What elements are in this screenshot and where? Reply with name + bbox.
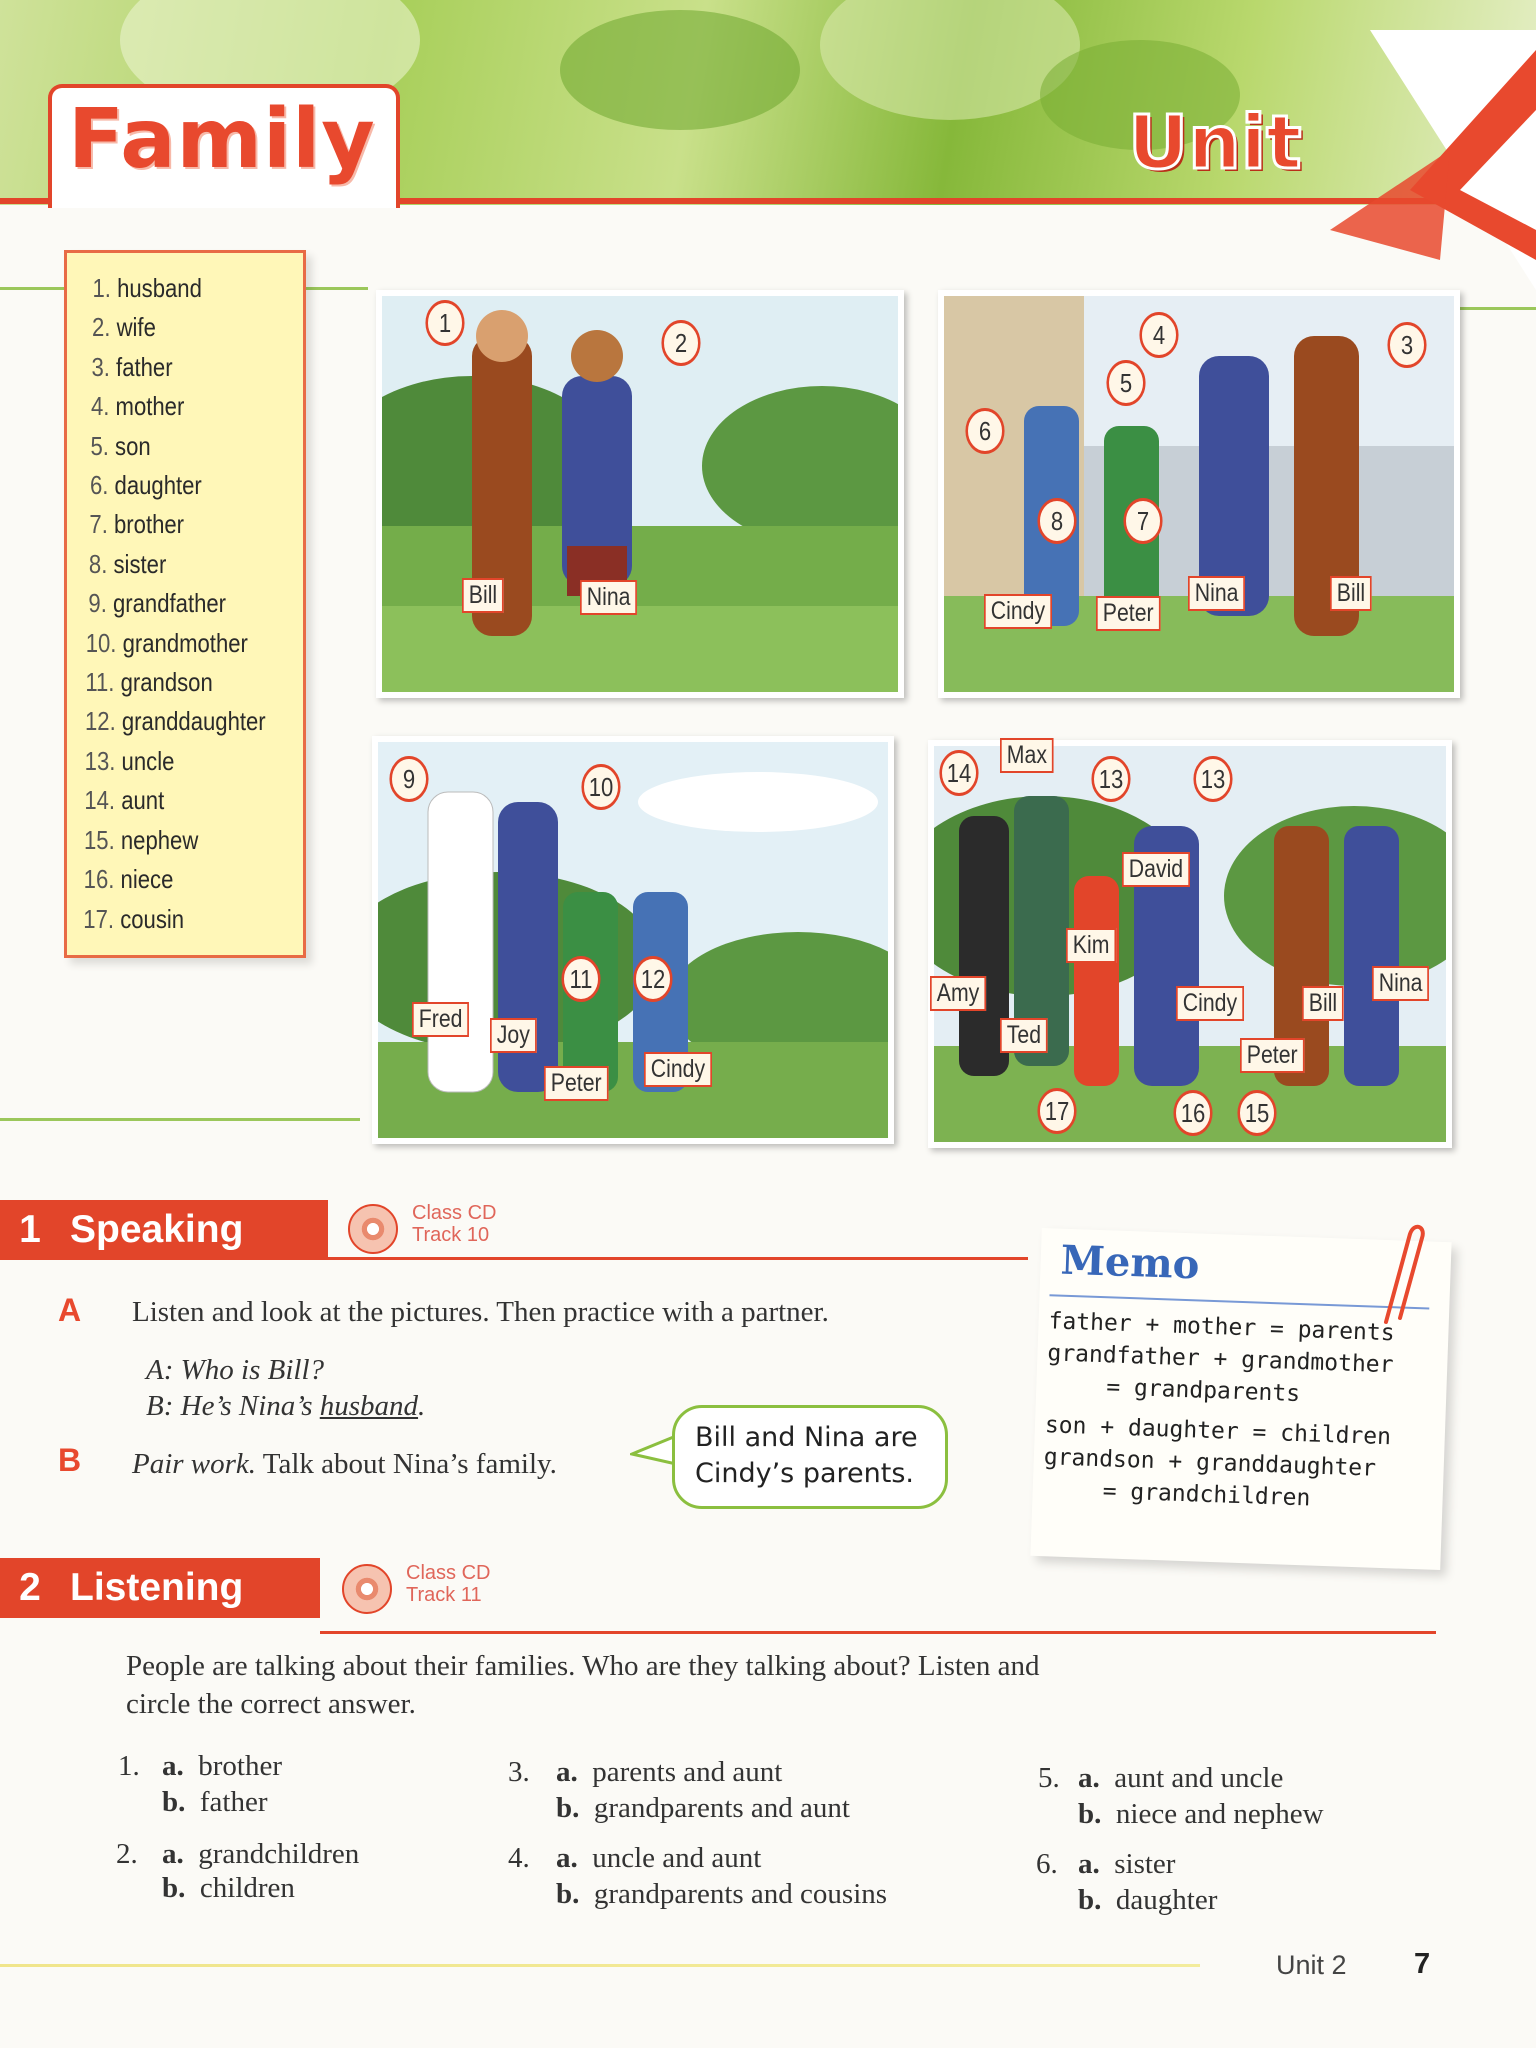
vocabulary-word: husband: [117, 273, 202, 303]
vocabulary-word: sister: [113, 548, 167, 579]
exercise-letter-b: B: [58, 1442, 82, 1478]
question-item: [118, 1750, 140, 1783]
picture-grandparents: [372, 736, 894, 1144]
vocabulary-item: [67, 427, 268, 466]
question-number: 3.: [508, 1756, 530, 1788]
cd-icon[interactable]: [348, 1204, 398, 1254]
memo-line: son + daughter = children: [1044, 1412, 1392, 1451]
question-number: 4.: [508, 1842, 530, 1874]
name-label: Peter: [1240, 1038, 1304, 1073]
name-label: Bill: [1330, 576, 1372, 611]
answer-option[interactable]: [1078, 1798, 1324, 1831]
question-item: [508, 1842, 530, 1875]
callout-number: 14: [939, 750, 978, 796]
exercise-a-instructions: Listen and look at the pictures. Then practice with a partner.: [132, 1296, 829, 1328]
footer-unit: Unit 2: [1276, 1950, 1347, 1980]
rule-line: [0, 1118, 360, 1121]
vocabulary-number: 13.: [84, 745, 116, 776]
question-number: 1.: [118, 1750, 140, 1782]
vocabulary-number: 16.: [83, 864, 115, 895]
option-letter: a.: [1078, 1848, 1100, 1880]
callout-number: 10: [581, 764, 620, 810]
name-label: Cindy: [1176, 986, 1244, 1021]
callout-number: 16: [1173, 1090, 1212, 1136]
callout-number: 17: [1037, 1088, 1076, 1134]
option-letter: a.: [556, 1756, 578, 1788]
section-number: 2: [19, 1566, 41, 1609]
question-item: [116, 1838, 138, 1871]
vocabulary-list: [67, 253, 303, 939]
answer-option[interactable]: [556, 1878, 887, 1911]
vocabulary-word: son: [115, 430, 151, 461]
cd-name: Class CD: [412, 1202, 497, 1224]
vocabulary-word: cousin: [120, 903, 185, 934]
picture-extended-family: [928, 740, 1452, 1148]
callout-number: 13: [1193, 756, 1232, 802]
question-item: [1038, 1762, 1060, 1795]
option-text: grandchildren: [198, 1838, 360, 1870]
vocabulary-item: [67, 702, 268, 741]
vocabulary-word: uncle: [121, 745, 175, 776]
section-rule: [320, 1631, 1436, 1634]
memo-line: = grandparents: [1105, 1374, 1301, 1408]
listening-instructions-line2: circle the correct answer.: [126, 1688, 416, 1720]
vocabulary-word: niece: [120, 864, 174, 895]
option-letter: b.: [162, 1872, 186, 1904]
section-number: 1: [19, 1208, 41, 1251]
section-rule: [328, 1257, 1028, 1260]
option-letter: a.: [162, 1750, 184, 1782]
section-label: Speaking: [70, 1208, 244, 1251]
answer-option[interactable]: [162, 1838, 359, 1871]
listening-instructions-line1: People are talking about their families. Who are they talking about? Listen and: [126, 1650, 1040, 1682]
vocabulary-item: [67, 308, 268, 347]
option-letter: b.: [162, 1786, 186, 1818]
vocabulary-item: [67, 663, 268, 702]
answer-option[interactable]: [162, 1750, 282, 1783]
callout-number: 1: [425, 300, 464, 346]
name-label: Bill: [462, 578, 504, 613]
vocabulary-word: aunt: [121, 785, 165, 816]
vocabulary-panel: [64, 250, 306, 958]
vocabulary-item: [67, 860, 268, 899]
callout-number: 15: [1237, 1090, 1276, 1136]
vocabulary-number: 11.: [85, 667, 115, 698]
memo-line: father + mother = parents: [1048, 1308, 1396, 1347]
vocabulary-number: 14.: [84, 785, 116, 816]
vocabulary-number: 8.: [88, 548, 108, 579]
callout-number: 9: [389, 756, 428, 802]
callout-number: 3: [1387, 322, 1426, 368]
cd-track: Track 10: [412, 1224, 490, 1246]
vocabulary-number: 15.: [84, 824, 115, 855]
name-label: Joy: [490, 1018, 537, 1053]
option-text: parents and aunt: [592, 1756, 783, 1788]
vocabulary-item: [67, 624, 268, 663]
name-label: Nina: [1372, 966, 1429, 1001]
answer-option[interactable]: [162, 1872, 295, 1905]
speaking-section-tab: [0, 1200, 328, 1260]
vocabulary-item: [67, 545, 268, 584]
speech-bubble-text: Bill and Nina are Cindy’s parents.: [695, 1422, 918, 1489]
vocabulary-number: 7.: [89, 509, 108, 540]
name-label: Fred: [412, 1002, 469, 1037]
memo-title: Memo: [1059, 1236, 1201, 1289]
page-number: 7: [1414, 1948, 1431, 1980]
rule-line: [1460, 307, 1536, 310]
name-label: Peter: [1096, 596, 1160, 631]
option-text: grandparents and cousins: [593, 1878, 888, 1910]
vocabulary-number: 1.: [92, 273, 111, 303]
vocabulary-item: [67, 348, 268, 387]
memo-line: grandfather + grandmother: [1047, 1340, 1394, 1379]
paperclip-icon: [1366, 1222, 1426, 1332]
option-text: uncle and aunt: [592, 1842, 762, 1874]
option-letter: b.: [1078, 1798, 1102, 1830]
vocabulary-word: granddaughter: [121, 706, 266, 737]
option-letter: a.: [556, 1842, 578, 1874]
answer-option[interactable]: [162, 1786, 268, 1819]
cd-icon[interactable]: [342, 1564, 392, 1614]
vocabulary-item: [67, 387, 268, 426]
vocabulary-word: grandfather: [112, 588, 227, 619]
answer-option[interactable]: [1078, 1762, 1283, 1795]
callout-number: 13: [1091, 756, 1130, 802]
name-label: Peter: [544, 1066, 608, 1101]
exercise-b-instructions: [132, 1448, 557, 1481]
vocabulary-item: [67, 781, 268, 820]
section-label: Listening: [70, 1566, 244, 1609]
name-label: Ted: [1000, 1018, 1048, 1053]
callout-number: 5: [1106, 360, 1145, 406]
vocabulary-word: wife: [116, 312, 156, 343]
vocabulary-item: [67, 269, 268, 308]
name-label: Cindy: [984, 594, 1052, 629]
dialog-b-suffix: .: [418, 1390, 426, 1422]
cd-name: Class CD: [406, 1562, 491, 1584]
question-number: 2.: [116, 1838, 138, 1870]
listening-section-tab: [0, 1558, 320, 1618]
name-label: Nina: [580, 580, 637, 615]
name-label: David: [1122, 852, 1190, 887]
exercise-letter-a: A: [58, 1292, 82, 1328]
name-label: Max: [1000, 738, 1054, 773]
vocabulary-word: father: [116, 351, 173, 382]
vocabulary-number: 5.: [90, 430, 109, 461]
option-text: father: [199, 1786, 268, 1818]
vocabulary-item: [67, 742, 268, 781]
option-text: grandparents and aunt: [593, 1792, 850, 1824]
vocabulary-number: 6.: [89, 470, 109, 501]
exercise-b-text: Talk about Nina’s family.: [256, 1448, 557, 1480]
dialog-line-b: [146, 1390, 425, 1423]
unit-label: Unit: [1128, 100, 1302, 186]
name-label: Cindy: [644, 1052, 712, 1087]
vocabulary-number: 12.: [85, 706, 116, 737]
vocabulary-item: [67, 584, 268, 623]
vocabulary-number: 3.: [91, 351, 110, 382]
corner-flag-icon: [1300, 30, 1536, 290]
option-letter: b.: [556, 1878, 580, 1910]
question-number: 6.: [1036, 1848, 1058, 1880]
memo-line: = grandchildren: [1102, 1478, 1311, 1512]
vocabulary-item: [67, 900, 268, 939]
option-text: children: [199, 1872, 295, 1904]
vocabulary-number: 9.: [88, 588, 107, 619]
vocabulary-word: brother: [114, 509, 185, 540]
question-item: [508, 1756, 530, 1789]
vocabulary-item: [67, 821, 268, 860]
answer-option[interactable]: [1078, 1848, 1175, 1881]
option-letter: b.: [1078, 1884, 1102, 1916]
option-letter: a.: [1078, 1762, 1100, 1794]
cd-label: [412, 1202, 496, 1246]
vocabulary-word: grandmother: [122, 627, 248, 658]
answer-option[interactable]: [556, 1842, 761, 1875]
picture-parents-children: [938, 290, 1460, 698]
vocabulary-word: daughter: [114, 470, 202, 501]
name-label: Bill: [1302, 986, 1344, 1021]
pair-work-label: Pair work.: [132, 1448, 257, 1480]
dialog-line-a: A: Who is Bill?: [146, 1354, 325, 1386]
vocabulary-word: mother: [115, 391, 185, 422]
option-letter: b.: [556, 1792, 580, 1824]
option-text: daughter: [1115, 1884, 1218, 1916]
vocabulary-item: [67, 505, 268, 544]
callout-number: 11: [561, 956, 600, 1002]
vocabulary-word: grandson: [120, 667, 213, 698]
callout-number: 6: [965, 408, 1004, 454]
option-letter: a.: [162, 1838, 184, 1870]
cd-label: [406, 1562, 490, 1606]
answer-option[interactable]: [556, 1792, 850, 1825]
option-text: sister: [1114, 1848, 1176, 1880]
callout-number: 2: [661, 320, 700, 366]
question-item: [1036, 1848, 1058, 1881]
vocabulary-number: 10.: [85, 627, 117, 658]
vocabulary-number: 17.: [83, 903, 115, 934]
callout-number: 4: [1139, 312, 1178, 358]
name-label: Kim: [1066, 928, 1116, 963]
vocabulary-number: 2.: [91, 312, 111, 343]
option-text: aunt and uncle: [1114, 1762, 1284, 1794]
speech-bubble: [672, 1405, 948, 1509]
dialog-b-underlined: husband: [319, 1390, 419, 1422]
question-number: 5.: [1038, 1762, 1060, 1794]
vocabulary-item: [67, 466, 268, 505]
vocabulary-number: 4.: [90, 391, 110, 422]
name-label: Nina: [1188, 576, 1245, 611]
answer-option[interactable]: [1078, 1884, 1217, 1917]
option-text: niece and nephew: [1115, 1798, 1324, 1830]
callout-number: 12: [633, 956, 672, 1002]
option-text: brother: [198, 1750, 282, 1782]
dialog-b-prefix: B: He’s Nina’s: [146, 1390, 320, 1422]
vocabulary-word: nephew: [120, 824, 199, 855]
footer-rule: [0, 1964, 1200, 1967]
cd-track: Track 11: [406, 1584, 482, 1606]
callout-number: 8: [1037, 498, 1076, 544]
answer-option[interactable]: [556, 1756, 782, 1789]
name-label: Amy: [930, 976, 986, 1011]
memo-line: grandson + granddaughter: [1043, 1444, 1377, 1482]
page-title: Family: [68, 92, 376, 187]
picture-husband-wife: [376, 290, 904, 698]
callout-number: 7: [1123, 498, 1162, 544]
